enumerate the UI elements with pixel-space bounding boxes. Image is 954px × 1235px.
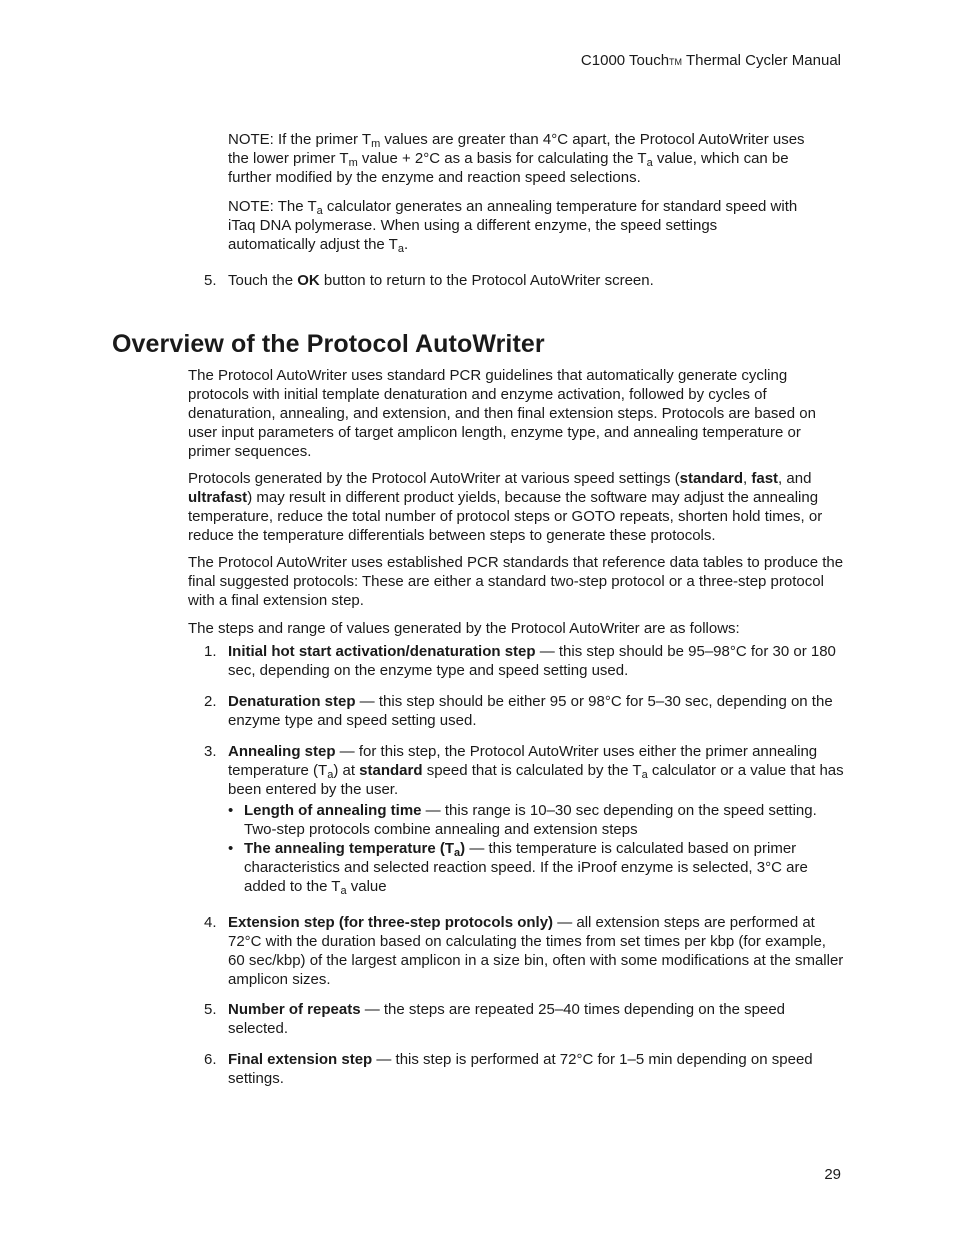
step-text: — the steps are repeated 25–40 times depending on the speed selected.: [228, 1001, 786, 1037]
step-number: 5.: [204, 272, 217, 289]
ok-button-reference: OK: [297, 272, 320, 289]
note-text: calculator generates an annealing temperature for standard speed with iTaq DNA polymerase. When using a different enzyme, the speed settings automatically adjust the T: [228, 198, 798, 253]
step-text: speed that is calculated by the T: [422, 762, 642, 779]
paragraph-standards: The Protocol AutoWriter uses established PCR standards that reference data tables to produce the final suggested protocols: These are either a standard two-step protocol or a three-step protocol with a final extension step.: [188, 554, 844, 609]
list-item-step-4: [204, 913, 844, 989]
subscript: m: [348, 157, 358, 169]
list-item-step-6: [204, 1050, 844, 1088]
bold-term: standard: [359, 762, 423, 779]
note-text: NOTE: If the primer T: [228, 131, 372, 148]
page-number: 29: [824, 1166, 841, 1183]
paragraph-steps-intro: The steps and range of values generated by the Protocol AutoWriter are as follows:: [188, 620, 740, 637]
paragraph-text: Protocols generated by the Protocol AutoWriter at various speed settings (: [188, 470, 680, 487]
bullet-dot: •: [228, 840, 234, 857]
bullet-text: — this range is 10–30 sec depending on the speed setting. Two-step protocols combine annealing and extension steps: [244, 802, 817, 838]
header-title-main: C1000 Touch: [580, 52, 670, 69]
subscript: a: [641, 769, 648, 781]
header-title-rest: Thermal Cycler Manual: [682, 52, 841, 69]
bullet-text: — this temperature is calculated based on primer characteristics and selected reaction speed. If the iProof enzyme is selected, 3°C are added to the T: [244, 840, 808, 895]
trademark-mark: TM: [669, 57, 683, 67]
list-item-step-1: [204, 642, 844, 680]
bullet-dot: •: [228, 802, 234, 819]
bullet-annealing-temperature: [228, 839, 818, 896]
running-header: [581, 51, 841, 72]
paragraph-text: ) may result in different product yields, because the software may adjust the annealing temperature, reduce the total number of protocol steps or GOTO repeats, shorten hold times, or reduce the temperature differentials between steps to generate these protocols.: [188, 489, 823, 544]
paragraph-text: ,: [743, 470, 752, 487]
step-text: ) at: [333, 762, 360, 779]
note-text: .: [403, 236, 409, 253]
step-title: Initial hot start activation/denaturation step: [228, 643, 536, 660]
paragraph-intro: The Protocol AutoWriter uses standard PCR guidelines that automatically generate cycling protocols with initial template denaturation and enzyme activation, followed by cycles of denaturation, annealing, and extension, and then final extension steps. Protocols are based on user input parameters of target amplicon length, enzyme type, and annealing temperature or primer sequences.: [188, 367, 816, 460]
subscript: a: [646, 157, 653, 169]
step-title: Denaturation step: [228, 693, 356, 710]
step-text: — all extension steps are performed at 72°C with the duration based on calculating the times from set times per kbp (for example, 60 sec/kbp) of the largest amplicon in a size bin, often with some modifications at the smaller amplicon sizes.: [228, 914, 844, 988]
subscript: a: [316, 205, 323, 217]
step-text: — this step should be 95–98°C for 30 or 180 sec, depending on the enzyme type and speed setting used.: [228, 643, 836, 679]
step-number: 6.: [204, 1051, 217, 1068]
bullet-title: Length of annealing time: [244, 802, 422, 819]
step-text: Touch the: [228, 272, 298, 289]
step-text: calculator or a value that has been entered by the user.: [228, 762, 844, 798]
bullet-title: ): [460, 840, 466, 857]
bullet-annealing-time: [228, 801, 818, 839]
step-title: Number of repeats: [228, 1001, 361, 1018]
step-title: Annealing step: [228, 743, 336, 760]
step-title: Final extension step: [228, 1051, 373, 1068]
note-text: value + 2°C as a basis for calculating the T: [357, 150, 647, 167]
bullet-title: The annealing temperature (T: [244, 840, 455, 857]
note-ta-calculator: [228, 197, 808, 254]
step-number: 3.: [204, 743, 217, 760]
note-text: NOTE: The T: [228, 198, 317, 215]
step-number: 4.: [204, 914, 217, 931]
step-text: — this step should be either 95 or 98°C for 5–30 sec, depending on the enzyme type and speed setting used.: [228, 693, 833, 729]
bold-term: fast: [751, 470, 779, 487]
paragraph-text: , and: [778, 470, 812, 487]
procedure-step-5: [204, 271, 844, 290]
subscript: a: [397, 243, 404, 255]
step-number: 2.: [204, 693, 217, 710]
list-item-step-5: [204, 1000, 844, 1038]
subscript: a: [327, 769, 334, 781]
subscript: a: [340, 885, 347, 897]
list-item-step-2: [204, 692, 844, 730]
paragraph-speed-settings: [188, 469, 844, 545]
step-text: button to return to the Protocol AutoWriter screen.: [319, 272, 654, 289]
step-number: 5.: [204, 1001, 217, 1018]
subscript: a: [454, 847, 461, 859]
section-heading: Overview of the Protocol AutoWriter: [112, 330, 545, 358]
step-title: Extension step (for three-step protocols only): [228, 914, 554, 931]
note-text: value, which can be further modified by the enzyme and reaction speed selections.: [228, 150, 789, 186]
bold-term: standard: [679, 470, 744, 487]
bold-term: ultrafast: [188, 489, 248, 506]
step-number: 1.: [204, 643, 217, 660]
bullet-text: value: [346, 878, 387, 895]
step-text: — this step is performed at 72°C for 1–5 min depending on speed settings.: [228, 1051, 813, 1087]
step-text: — for this step, the Protocol AutoWriter uses either the primer annealing temperature (T: [228, 743, 818, 779]
note-text: values are greater than 4°C apart, the Protocol AutoWriter uses the lower primer T: [228, 131, 805, 167]
list-item-step-3: [204, 742, 844, 799]
subscript: m: [371, 138, 381, 150]
note-primer-tm: [228, 130, 808, 187]
